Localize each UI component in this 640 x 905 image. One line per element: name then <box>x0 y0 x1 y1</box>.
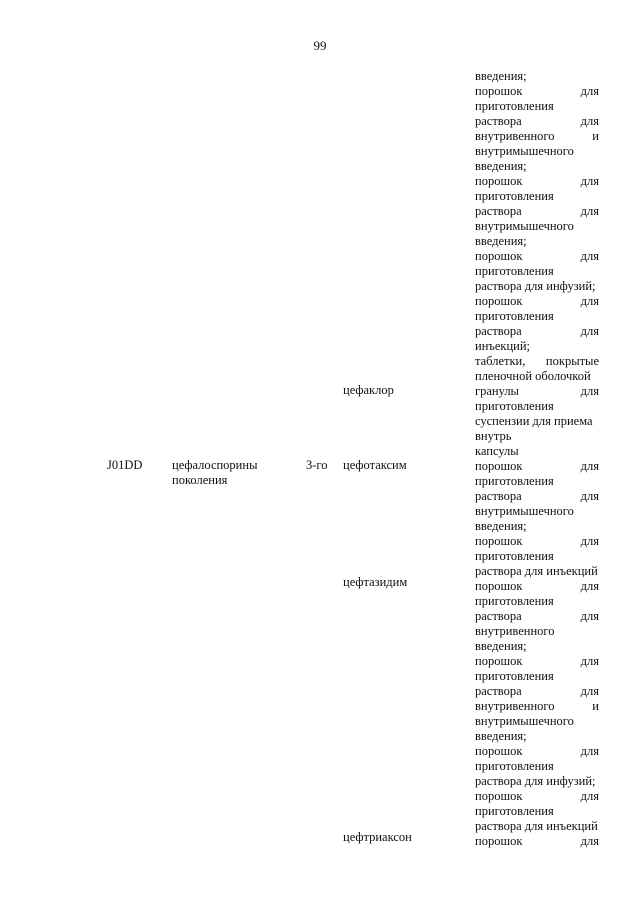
dosage-form-line: гранулы для <box>475 384 599 398</box>
dosage-form-line: раствора для инфузий; <box>475 279 596 293</box>
group-name-line1: цефалоспорины <box>172 458 258 472</box>
dosage-form-line: внутрь <box>475 429 512 443</box>
dosage-form-line: порошок для <box>475 84 599 98</box>
dosage-form-line: порошок для <box>475 534 599 548</box>
group-name-line2: поколения <box>172 473 228 487</box>
dosage-form-line: капсулы <box>475 444 519 458</box>
dosage-form-line: внутримышечного <box>475 219 574 233</box>
dosage-form-line: приготовления <box>475 804 554 818</box>
dosage-form-line: порошок для <box>475 459 599 473</box>
drug-cefaclor: цефаклор <box>343 383 394 397</box>
dosage-form-line: введения; <box>475 234 527 248</box>
page-number: 99 <box>313 38 327 53</box>
dosage-form-line: внутривенного и <box>475 129 599 143</box>
dosage-form-line: порошок для <box>475 744 599 758</box>
dosage-form-line: порошок для <box>475 789 599 803</box>
dosage-form-line: внутримышечного <box>475 144 574 158</box>
dosage-form-line: порошок для <box>475 834 599 848</box>
dosage-form-line: введения; <box>475 519 527 533</box>
dosage-form-line: таблетки, покрытые <box>475 354 599 368</box>
dosage-form-line: приготовления <box>475 264 554 278</box>
dosage-form-line: внутримышечного <box>475 504 574 518</box>
dosage-form-line: инъекций; <box>475 339 531 353</box>
drug-ceftriaxone: цефтриаксон <box>343 830 412 844</box>
dosage-form-line: приготовления <box>475 399 554 413</box>
dosage-form-line: суспензии для приема <box>475 414 593 428</box>
dosage-form-line: приготовления <box>475 594 554 608</box>
drug-ceftazidime: цефтазидим <box>343 575 408 589</box>
dosage-form-line: приготовления <box>475 474 554 488</box>
dosage-form-line: порошок для <box>475 174 599 188</box>
dosage-form-line: раствора для <box>475 489 599 503</box>
dosage-form-line: порошок для <box>475 294 599 308</box>
dosage-form-line: введения; <box>475 729 527 743</box>
dosage-forms-column <box>475 69 599 849</box>
dosage-form-line: раствора для <box>475 684 599 698</box>
group-name <box>172 458 257 488</box>
dosage-form-line: внутривенного и <box>475 699 599 713</box>
dosage-form-line: порошок для <box>475 579 599 593</box>
dosage-form-line: приготовления <box>475 309 554 323</box>
dosage-form-line: приготовления <box>475 549 554 563</box>
atc-code: J01DD <box>107 458 143 472</box>
dosage-form-line: приготовления <box>475 189 554 203</box>
dosage-form-line: раствора для <box>475 609 599 623</box>
dosage-form-line: внутримышечного <box>475 714 574 728</box>
dosage-form-line: приготовления <box>475 99 554 113</box>
dosage-form-line: приготовления <box>475 759 554 773</box>
dosage-form-line: введения; <box>475 69 527 83</box>
dosage-form-line: порошок для <box>475 654 599 668</box>
dosage-form-line: введения; <box>475 639 527 653</box>
dosage-form-line: раствора для инъекций <box>475 564 598 578</box>
dosage-form-line: раствора для <box>475 324 599 338</box>
dosage-form-line: порошок для <box>475 249 599 263</box>
dosage-form-line: введения; <box>475 159 527 173</box>
dosage-form-line: раствора для <box>475 204 599 218</box>
dosage-form-line: раствора для инфузий; <box>475 774 596 788</box>
dosage-form-line: раствора для инъекций <box>475 819 598 833</box>
dosage-form-line: раствора для <box>475 114 599 128</box>
drug-cefotaxime: цефотаксим <box>343 458 407 472</box>
generation-label: 3-го <box>306 458 328 472</box>
dosage-form-line: приготовления <box>475 669 554 683</box>
dosage-form-line: пленочной оболочкой <box>475 369 591 383</box>
dosage-form-line: внутривенного <box>475 624 555 638</box>
